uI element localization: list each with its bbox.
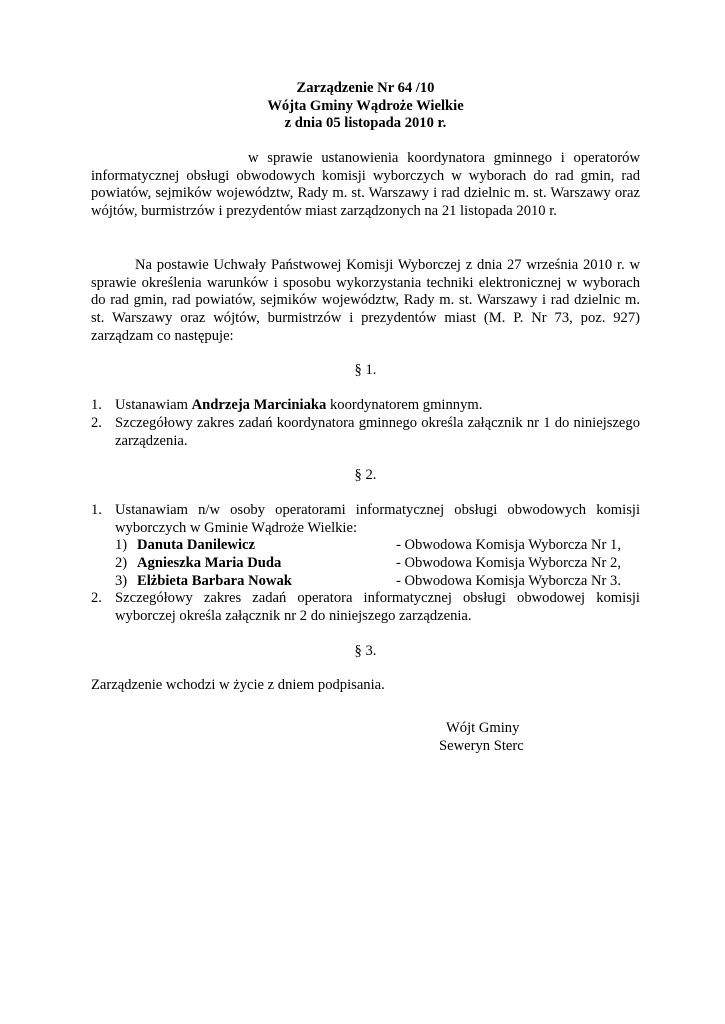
operator-commission: - Obwodowa Komisja Wyborcza Nr 2, bbox=[396, 555, 621, 571]
signature-block bbox=[439, 720, 524, 755]
operator-row bbox=[115, 573, 640, 591]
item-text: Szczegółowy zakres zadań operatora informatycznej obsługi obwodowej komisji wyborczej określa załącznik nr 2 do niniejszego zarządzenia. bbox=[115, 590, 640, 625]
title-line-3: z dnia 05 listopada 2010 r. bbox=[284, 115, 447, 132]
document-subject: w sprawie ustanowienia koordynatora gminnego i operatorów informatycznej obsługi obwodowych komisji wyborczych w wyborach do rad gmin, rad powiatów, sejmików województw, Rady m. st. Warszawy i rad dzielnic m. st. Warszawy oraz wójtów, burmistrzów i prezydentów miast zarządzonych na 21 listopada 2010 r. bbox=[91, 150, 640, 220]
document-title bbox=[91, 80, 640, 133]
section-2-item-1 bbox=[91, 502, 640, 590]
signature-title: Wójt Gminy bbox=[446, 720, 520, 736]
operator-commission: - Obwodowa Komisja Wyborcza Nr 3. bbox=[396, 572, 621, 589]
legal-basis-paragraph: Na postawie Uchwały Państwowej Komisji Wyborczej z dnia 27 września 2010 r. w sprawie określenia warunków i sposobu wykorzystania techniki elektronicznej w wyborach do rad gmin, rad powiatów, sejmików województw, Rady m. st. Warszawy i rad dzielnic m. st. Warszawy oraz wójtów, burmistrzów i prezydentów miast (M. P. Nr 73, poz. 927) zarządzam co następuje: bbox=[91, 256, 640, 344]
item-text-after: koordynatorem gminnym. bbox=[326, 397, 483, 414]
document-page bbox=[91, 80, 640, 754]
list-number: 2. bbox=[91, 590, 102, 607]
operator-name: Agnieszka Maria Duda bbox=[137, 555, 282, 571]
operator-row bbox=[115, 555, 640, 573]
item-text: Szczegółowy zakres zadań koordynatora gminnego określa załącznik nr 1 do niniejszego zarządzenia. bbox=[115, 414, 640, 449]
title-line-2: Wójta Gminy Wądroże Wielkie bbox=[267, 97, 464, 114]
section-1-mark: § 1. bbox=[354, 362, 377, 379]
section-2-mark: § 2. bbox=[354, 467, 377, 484]
operator-number: 2) bbox=[115, 555, 128, 571]
list-number: 1. bbox=[91, 501, 102, 518]
coordinator-name: Andrzeja Marciniaka bbox=[191, 397, 327, 414]
effective-date-clause: Zarządzenie wchodzi w życie z dniem podpisania. bbox=[91, 677, 385, 694]
section-2-item-2 bbox=[91, 590, 640, 625]
operator-number: 1) bbox=[115, 537, 128, 554]
list-number: 1. bbox=[91, 397, 102, 414]
section-1-item-2 bbox=[91, 415, 640, 450]
operator-name: Elżbieta Barbara Nowak bbox=[137, 572, 292, 589]
title-line-1: Zarządzenie Nr 64 /10 bbox=[296, 80, 435, 96]
operator-name: Danuta Danilewicz bbox=[137, 537, 255, 554]
list-number: 2. bbox=[91, 414, 102, 431]
section-1-item-1 bbox=[91, 397, 640, 415]
operator-number: 3) bbox=[115, 572, 128, 589]
section-3-mark: § 3. bbox=[354, 642, 377, 659]
signature-name: Seweryn Sterc bbox=[439, 737, 524, 754]
section-2-list bbox=[91, 502, 640, 626]
item-text-before: Ustanawiam bbox=[115, 397, 192, 414]
operator-commission: - Obwodowa Komisja Wyborcza Nr 1, bbox=[396, 537, 621, 554]
operators-list bbox=[115, 537, 640, 590]
operator-row bbox=[115, 537, 640, 555]
section-1-list bbox=[91, 397, 640, 450]
item-text: Ustanawiam n/w osoby operatorami informatycznej obsługi obwodowych komisji wyborczych w Gminie Wądroże Wielkie: bbox=[115, 501, 640, 536]
